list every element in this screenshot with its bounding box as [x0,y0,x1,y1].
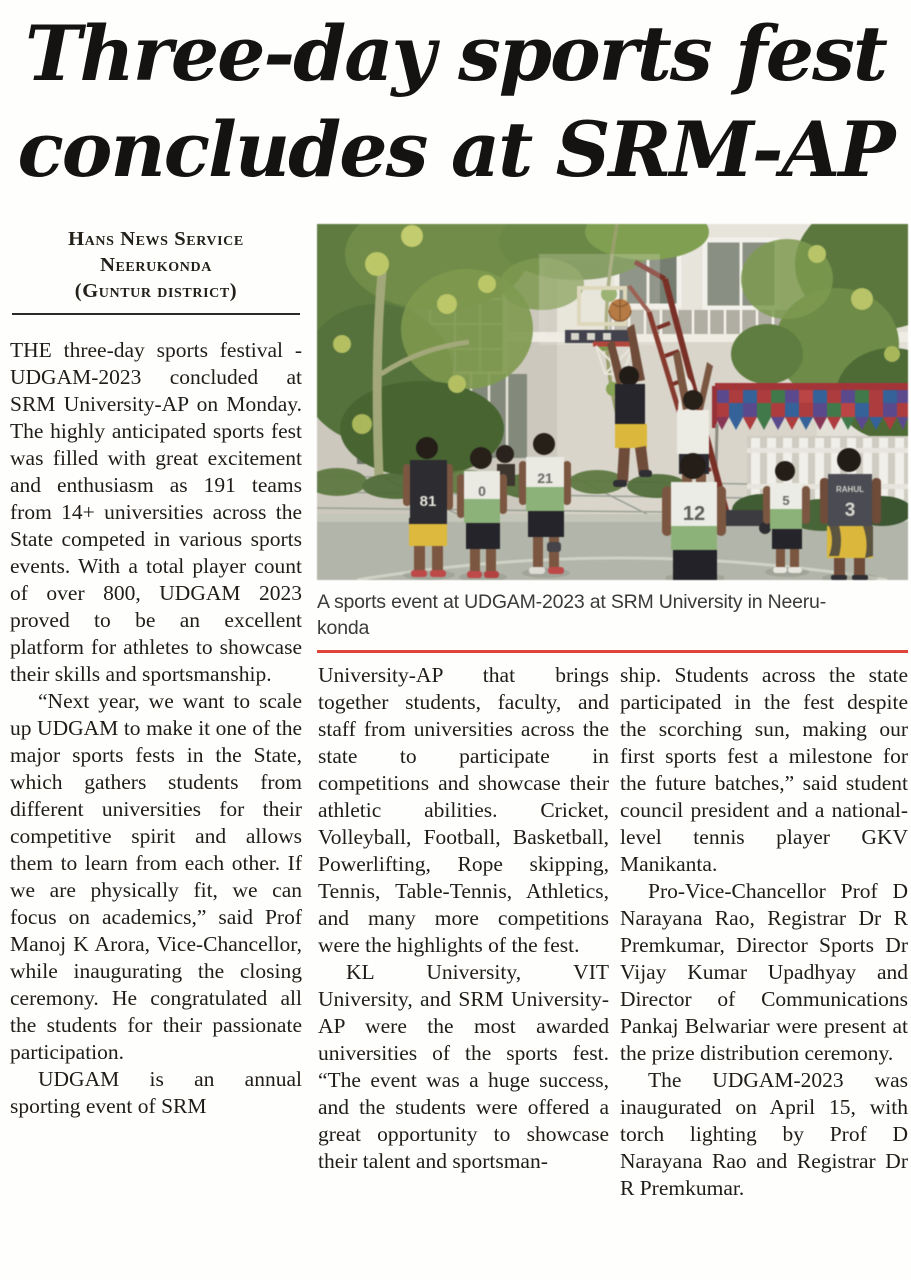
caption-line1: A sports event at UDGAM-2023 at SRM University in Neeru- [317,591,826,613]
byline-district: (Guntur district) [74,280,238,302]
jersey-number: 5 [782,493,790,508]
jersey-number: 0 [478,483,486,499]
jersey-number: 12 [682,503,706,525]
caption-divider [317,650,908,653]
photo-block [317,224,908,653]
jersey-number: 81 [419,493,437,510]
headline [0,6,911,198]
byline-agency: Hans News Service [68,228,244,250]
byline-location: Neerukonda [100,254,212,276]
photo-caption [317,589,908,641]
basketball-photo [317,224,908,580]
paragraph: THE three-day sports festival - UDGAM-2023 concluded at SRM University-AP on Monday. The highly anticipated sports fest was filled with great excitement and enthusiasm as 191 teams from 14+ universities across the State competed in various sports events. With a total player count of over 800, UDGAM 2023 proved to be an excellent platform for athletes to showcase their skills and sportsmanship. [10,338,302,686]
caption-line2: konda [317,617,370,639]
column-3 [620,662,908,1202]
byline-divider [12,313,300,315]
paragraph: KL University, VIT University, and SRM University-AP were the most awarded universities of the sports fest. “The event was a huge success, and the students were offered a great opportunity to showcase their talent and sportsman- [318,960,609,1173]
paragraph: The UDGAM-2023 was inaugurated on April 15, with torch lighting by Prof D Narayana Rao and Registrar Dr R Premkumar. [620,1068,908,1200]
paragraph: University-AP that brings together students, faculty, and staff from universities across the state to participate in competitions and showcase their athletic abilities. Cricket, Volleyball, Football, Basketball, Powerlifting, Rope skipping, Tennis, Table-Tennis, Athletics, and many more competitions were the highlights of the fest. [318,663,609,957]
paragraph: ship. Students across the state participated in the fest despite the scorching sun, making our first sports fest a milestone for the future batches,” said student council president and a national-level tennis player GKV Manikanta. [620,663,908,876]
column-2 [318,662,609,1175]
byline [10,226,302,304]
column-1 [10,226,302,1120]
paragraph: Pro-Vice-Chancellor Prof D Narayana Rao, Registrar Dr R Premkumar, Director Sports Dr Vijay Kumar Upadhyay and Director of Communications Pankaj Belwariar were present at the prize distribution ceremony. [620,879,908,1065]
jersey-number: 3 [844,500,856,521]
jersey-number: 21 [537,470,553,486]
headline-line2: concludes at SRM-AP [17,105,894,194]
headline-line1: Three-day sports fest [24,9,887,98]
jersey-name: RAHUL [836,485,864,494]
paragraph: UDGAM is an annual sporting event of SRM [10,1067,302,1118]
paragraph: “Next year, we want to scale up UDGAM to make it one of the major sports fests in the State, which gathers students from different universities for their competitive spirit and allows them to learn from each other. If we are physically fit, we can focus on academics,” said Prof Manoj K Arora, Vice-Chancellor, while inaugurating the closing ceremony. He congratulated all the students for their passionate participation. [10,689,302,1064]
backboard [542,257,657,342]
